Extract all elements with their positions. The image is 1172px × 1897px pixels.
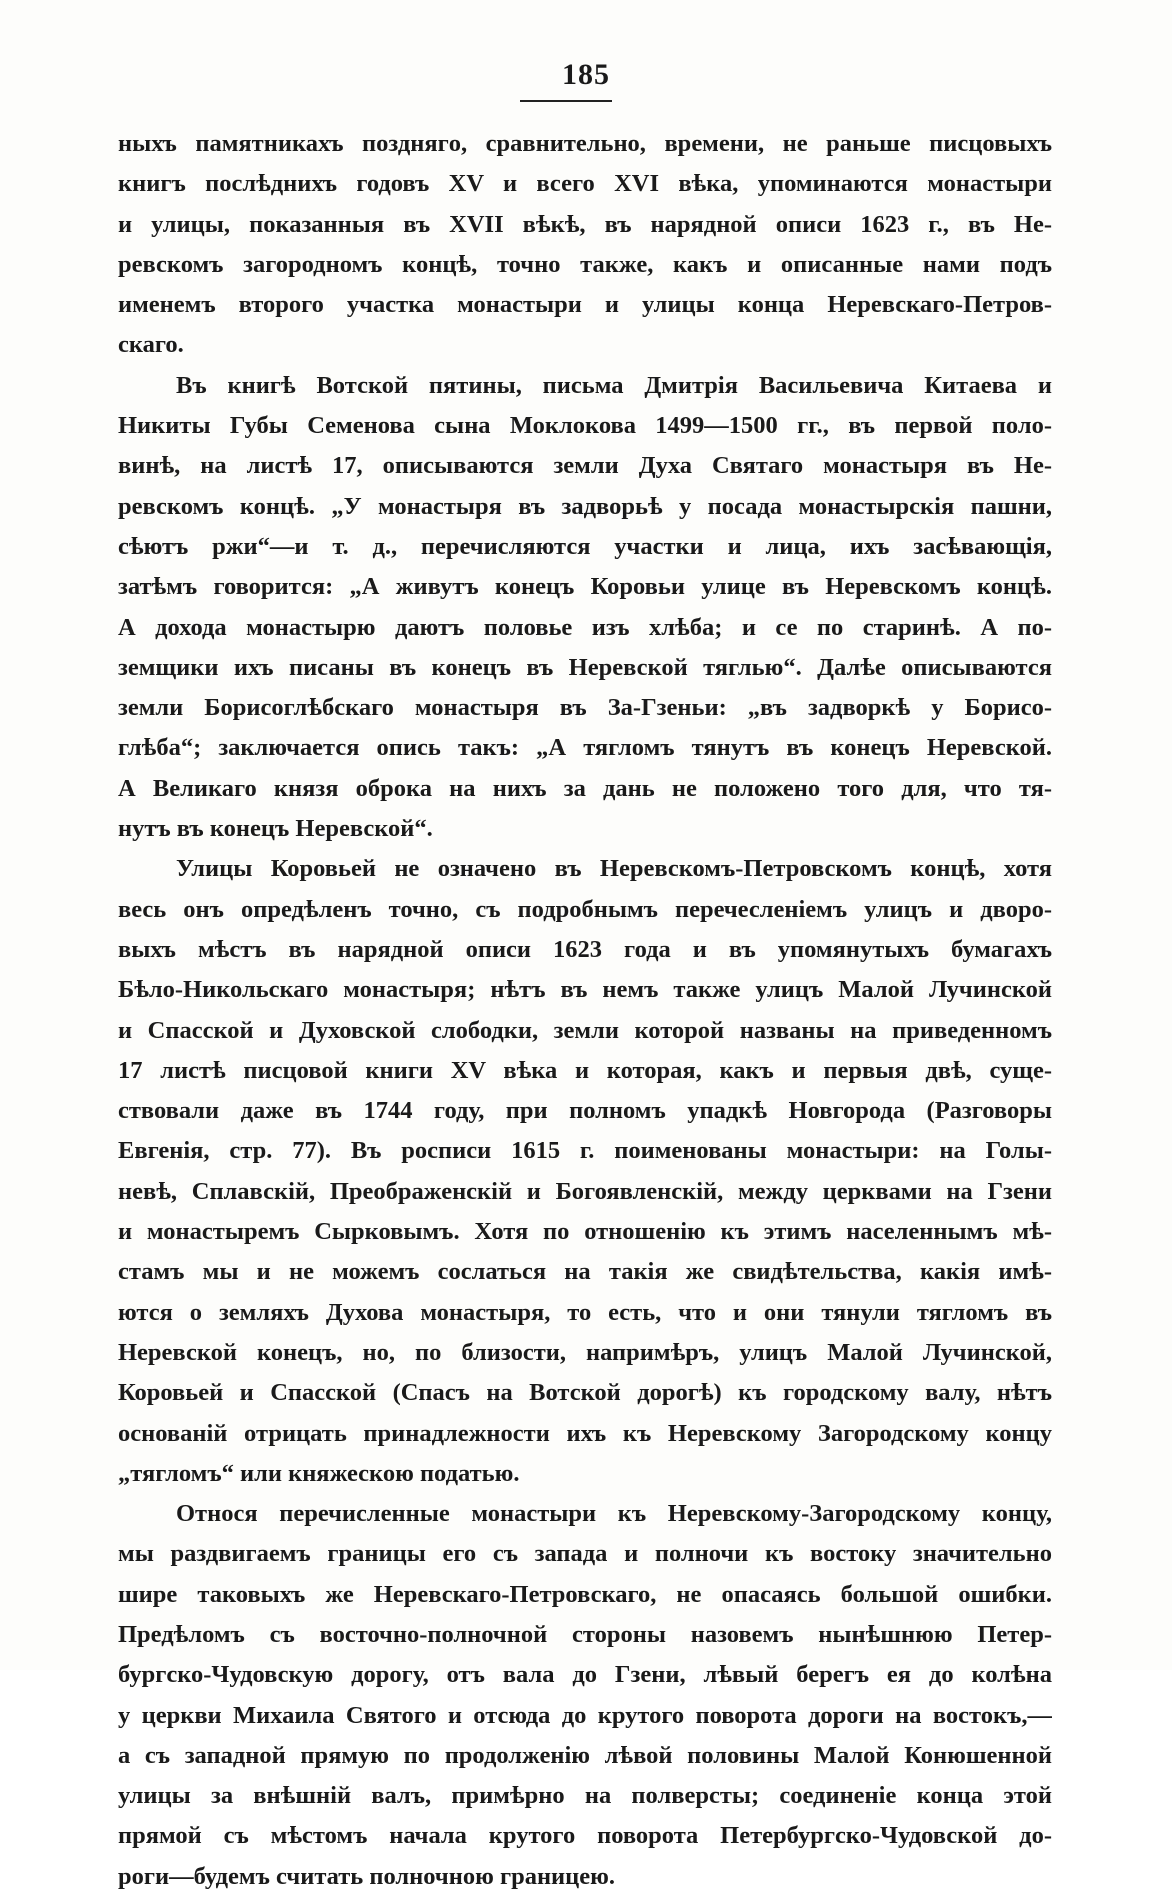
- text-line: Никиты Губы Семенова сына Моклокова 1499—1500 гг., въ первой поло-: [118, 412, 1052, 440]
- text-line: книгъ послѣднихъ годовъ XV и всего XVI вѣка, упоминаются монастыри: [118, 170, 1052, 198]
- text-line: Евгенія, стр. 77). Въ росписи 1615 г. поименованы монастыри: на Голы-: [118, 1137, 1052, 1165]
- text-line: и улицы, показанныя въ XVII вѣкѣ, въ нарядной описи 1623 г., въ Не-: [118, 210, 1052, 238]
- body-text: [118, 124, 1052, 1897]
- text-line: и монастыремъ Сырковымъ. Хотя по отношенію къ этимъ населеннымъ мѣ-: [118, 1218, 1052, 1246]
- text-line: ются о земляхъ Духова монастыря, то есть, что и они тянули тягломъ въ: [118, 1298, 1052, 1326]
- text-line: земщики ихъ писаны въ конецъ въ Неревской тяглью“. Далѣе описываются: [118, 653, 1052, 681]
- text-line: скаго.: [118, 331, 184, 359]
- text-line: у церкви Михаила Святого и отсюда до крутого поворота дороги на востокъ,—: [118, 1701, 1052, 1729]
- text-line: затѣмъ говорится: „А живутъ конецъ Коровьи улице въ Неревскомъ концѣ.: [118, 573, 1052, 601]
- text-line: ревскомъ концѣ. „У монастыря въ задворьѣ у посада монастырскія пашни,: [118, 492, 1052, 520]
- text-line: Относя перечисленные монастыри къ Неревскому-Загородскому концу,: [176, 1500, 1052, 1528]
- text-line: глѣба“; заключается опись такъ: „А тягломъ тянутъ въ конецъ Неревской.: [118, 734, 1052, 762]
- text-line: и Спасской и Духовской слободки, земли которой названы на приведенномъ: [118, 1016, 1052, 1044]
- text-line: стамъ мы и не можемъ сослаться на такія же свидѣтельства, какія имѣ-: [118, 1258, 1052, 1286]
- text-line: выхъ мѣстъ въ нарядной описи 1623 года и въ упомянутыхъ бумагахъ: [118, 935, 1052, 963]
- text-line: сѣютъ ржи“—и т. д., перечисляются участки и лица, ихъ засѣвающія,: [118, 532, 1052, 560]
- text-line: ствовали даже въ 1744 году, при полномъ упадкѣ Новгорода (Разговоры: [118, 1097, 1052, 1125]
- text-line: прямой съ мѣстомъ начала крутого поворота Петербургско-Чудовской до-: [118, 1822, 1052, 1850]
- text-line: Предѣломъ съ восточно-полночной стороны назовемъ нынѣшнюю Петер-: [118, 1620, 1052, 1648]
- text-line: именемъ второго участка монастыри и улицы конца Неревскаго-Петров-: [118, 291, 1052, 319]
- page-number: 185: [562, 58, 610, 91]
- text-line: Бѣло-Никольскаго монастыря; нѣтъ въ немъ также улицъ Малой Лучинской: [118, 976, 1052, 1004]
- text-line: невѣ, Сплавскій, Преображенскій и Богоявленскій, между церквами на Гзени: [118, 1177, 1052, 1205]
- text-line: мы раздвигаемъ границы его съ запада и полночи къ востоку значительно: [118, 1540, 1052, 1568]
- text-line: 17 листѣ писцовой книги XV вѣка и которая, какъ и первыя двѣ, суще-: [118, 1056, 1052, 1084]
- text-line: Въ книгѣ Вотской пятины, письма Дмитрія Васильевича Китаева и: [176, 371, 1052, 399]
- text-line: роги—будемъ считать полночною границею.: [118, 1862, 616, 1890]
- text-line: А Великаго князя оброка на нихъ за дань не положено того для, что тя-: [118, 774, 1052, 802]
- page-number-rule: [520, 100, 612, 102]
- text-line: ныхъ памятникахъ позднягo, сравнительно, времени, не раньше писцовыхъ: [118, 130, 1052, 157]
- text-line: нутъ въ конецъ Неревской“.: [118, 815, 433, 843]
- text-line: земли Борисоглѣбскаго монастыря въ За-Гзеньи: „въ задворкѣ у Борисо-: [118, 694, 1052, 722]
- text-line: ревскомъ загородномъ концѣ, точно также, какъ и описанные нами подъ: [118, 250, 1052, 278]
- text-line: шире таковыхъ же Неревскаго-Петровскаго, не опасаясь большой ошибки.: [118, 1580, 1052, 1608]
- text-line: а съ западной прямую по продолженію лѣвой половины Малой Конюшенной: [118, 1741, 1052, 1769]
- text-line: винѣ, на листѣ 17, описываются земли Духа Святаго монастыря въ Не-: [118, 452, 1052, 480]
- text-line: Улицы Коровьей не означено въ Неревскомъ-Петровскомъ концѣ, хотя: [176, 855, 1052, 883]
- text-line: А дохода монастырю даютъ половье изъ хлѣба; и се по старинѣ. А по-: [118, 613, 1052, 641]
- text-line: улицы за внѣшній валъ, примѣрно на полверсты; соединеніе конца этой: [118, 1782, 1052, 1810]
- text-line: Неревской конецъ, но, по близости, напримѣръ, улицъ Малой Лучинской,: [118, 1338, 1052, 1366]
- text-line: весь онъ опредѣленъ точно, съ подробнымъ перечесленіемъ улицъ и дворо-: [118, 895, 1052, 923]
- text-line: основаній отрицать принадлежности ихъ къ Неревскому Загородскому концу: [118, 1419, 1052, 1447]
- text-line: Коровьей и Спасской (Спасъ на Вотской дорогѣ) къ городскому валу, нѣтъ: [118, 1379, 1052, 1407]
- text-line: „тягломъ“ или княжескою податью.: [118, 1459, 520, 1487]
- text-line: бургско-Чудовскую дорогу, отъ вала до Гзени, лѣвый берегъ ея до колѣна: [118, 1661, 1052, 1689]
